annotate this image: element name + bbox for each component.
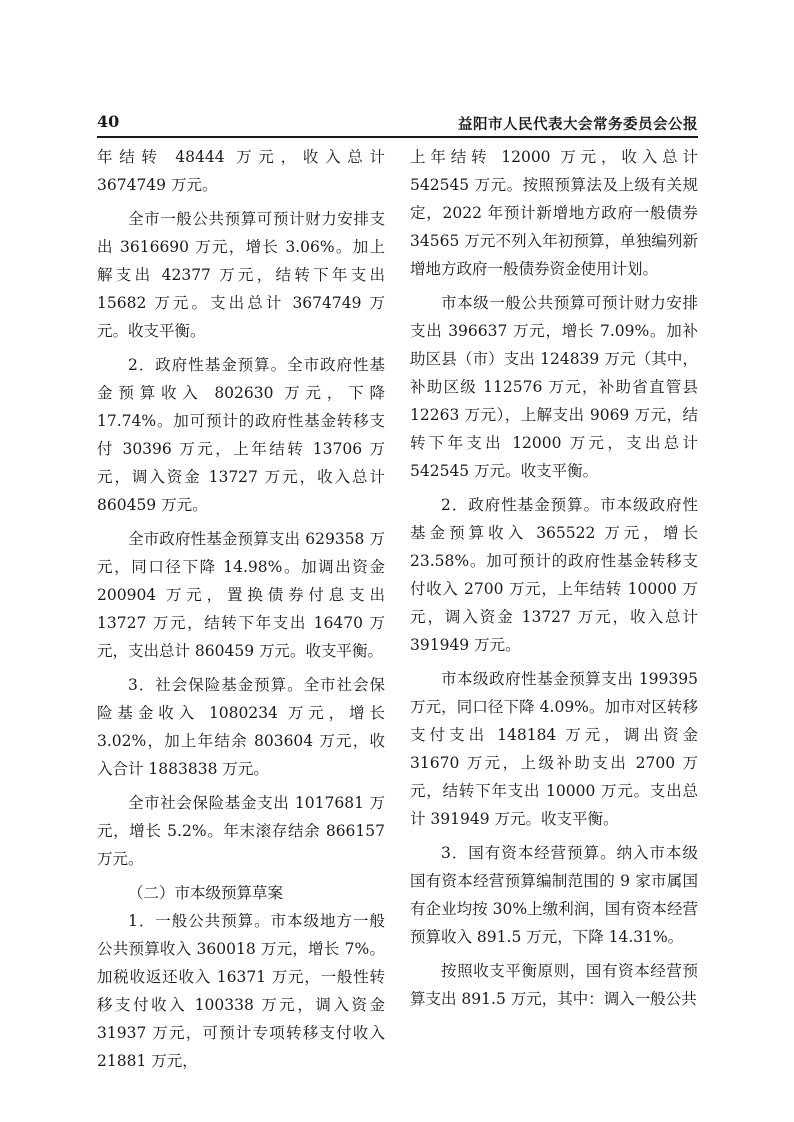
paragraph: 全市社会保险基金支出 1017681 万元，增长 5.2%。年末滚存结余 866157 万元。: [97, 794, 385, 868]
paragraph: 2．政府性基金预算。市本级政府性基金预算收入 365522 万元，增长 23.58%。加可预计的政府性基金转移支付收入 2700 万元，上年结转 10000 万元，调入资金 13727 万元，收入总计 391949 万元。: [410, 496, 698, 654]
paragraph: 上年结转 12000 万元，收入总计 542545 万元。按照预算法及上级有关规定，2022 年预计新增地方政府一般债券 34565 万元不列入年初预算，单独编列新增地方政府一般债券资金使用计划。: [410, 148, 698, 278]
paragraph: 年结转 48444 万元，收入总计 3674749 万元。: [97, 148, 385, 194]
publication-title: 益阳市人民代表大会常务委员会公报: [458, 117, 698, 133]
paragraph: 2．政府性基金预算。全市政府性基金预算收入 802630 万元，下降 17.74%。加可预计的政府性基金转移支付 30396 万元，上年结转 13706 万元，调入资金 13727 万元，收入总计 860459 万元。: [97, 356, 385, 514]
paragraph: 3．社会保险基金预算。全市社会保险基金收入 1080234 万元，增长 3.02%，加上年结余 803604 万元，收入合计 1883838 万元。: [97, 676, 385, 778]
paragraph: 按照收支平衡原则，国有资本经营预算支出 891.5 万元，其中：调入一般公共: [410, 962, 698, 1008]
paragraph: 1．一般公共预算。市本级地方一般公共预算收入 360018 万元，增长 7%。加税收返还收入 16371 万元，一般性转移支付收入 100338 万元，调入资金 31937 万元，可预计专项转移支付收入 21881 万元，: [97, 912, 385, 1070]
section-heading: （二）市本级预算草案: [128, 884, 284, 902]
paragraph: 市本级一般公共预算可预计财力安排支出 396637 万元，增长 7.09%。加补助区县（市）支出 124839 万元（其中，补助区级 112576 万元，补助省直管县 12263 万元），上解支出 9069 万元，结转下年支出 12000 万元，支出总计 542545 万元。收支平衡。: [410, 294, 698, 480]
right-column: [410, 143, 698, 1013]
paragraph: 全市政府性基金预算支出 629358 万元，同口径下降 14.98%。加调出资金 200904 万元，置换债券付息支出 13727 万元，结转下年支出 16470 万元，支出总计 860459 万元。收支平衡。: [97, 530, 385, 660]
paragraph: 3．国有资本经营预算。纳入市本级国有资本经营预算编制范围的 9 家市属国有企业均按 30%上缴利润，国有资本经营预算收入 891.5 万元，下降 14.31%。: [410, 844, 698, 946]
header-rule: [97, 136, 698, 138]
paragraph: 全市一般公共预算可预计财力安排支出 3616690 万元，增长 3.06%。加上解支出 42377 万元，结转下年支出 15682 万元。支出总计 3674749 万元。收支平衡。: [97, 210, 385, 340]
page-number: 40: [97, 112, 120, 131]
left-column: [97, 143, 385, 1075]
paragraph: 市本级政府性基金预算支出 199395 万元，同口径下降 4.09%。加市对区转移支付支出 148184 万元，调出资金 31670 万元，上级补助支出 2700 万元，结转下年支出 10000 万元。支出总计 391949 万元。收支平衡。: [410, 670, 698, 828]
